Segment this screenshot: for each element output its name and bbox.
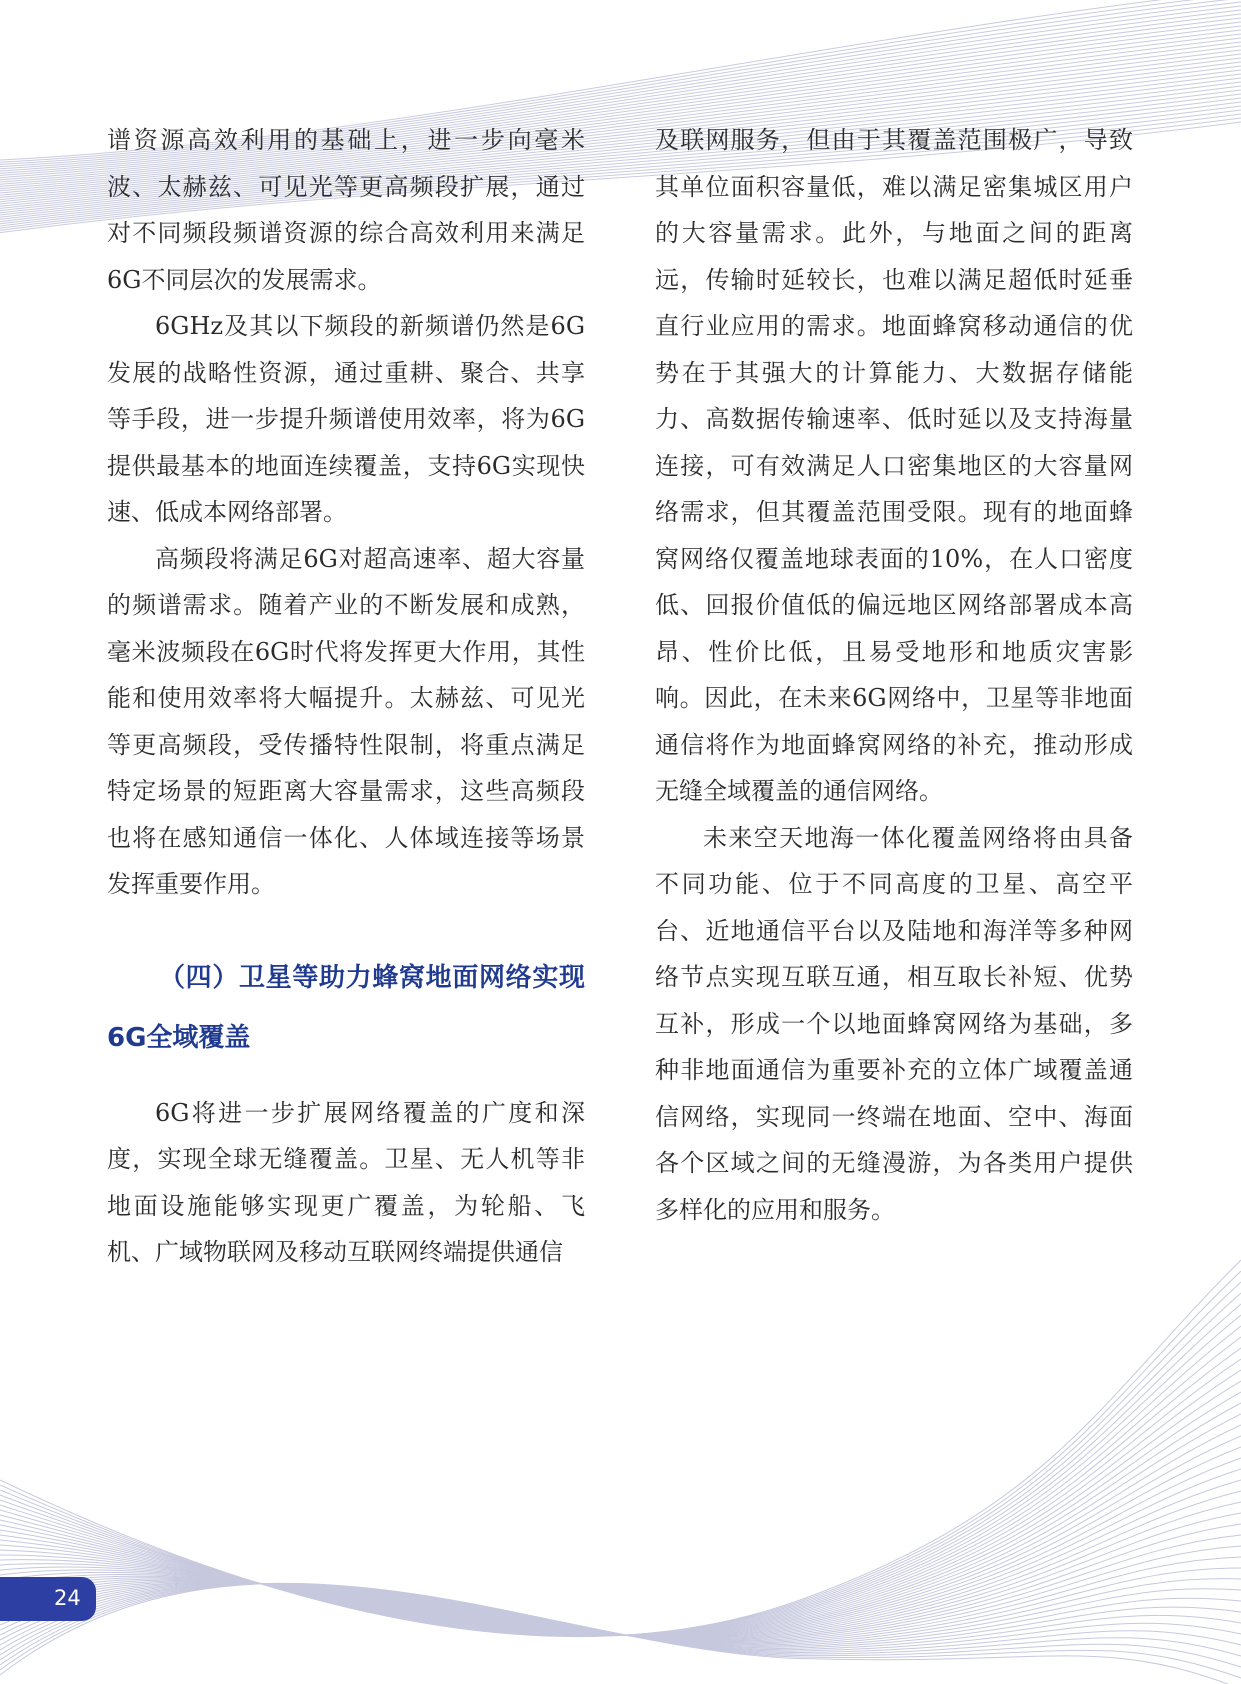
paragraph: 6GHz及其以下频段的新频谱仍然是6G发展的战略性资源，通过重耕、聚合、共享等手段，进一步提升频谱使用效率，将为6G提供最基本的地面连续覆盖，支持6G实现快速、低成本网络部署。 [107,312,585,526]
bottom-wave-line [0,1583,1241,1647]
paragraph: 6G将进一步扩展网络覆盖的广度和深度，实现全球无缝覆盖。卫星、无人机等非地面设施能够实现更广覆盖，为轮船、飞机、广域物联网及移动互联网终端提供通信 [107,1098,585,1266]
section-heading: （四）卫星等助力蜂窝地面网络实现6G全域覆盖 [107,962,585,1053]
bottom-wave-line [0,1414,1241,1636]
bottom-wave-line [0,1436,1241,1636]
page-number: 24 [54,1586,81,1610]
paragraph: 谱资源高效利用的基础上，进一步向毫米波、太赫兹、可见光等更高频段扩展，通过对不同频段频谱资源的综合高效利用来满足6G不同层次的发展需求。 [107,126,585,294]
page-number-badge [0,1577,96,1621]
paragraph: 及联网服务，但由于其覆盖范围极广，导致其单位面积容量低，难以满足密集城区用户的大容量需求。此外，与地面之间的距离远，传输时延较长，也难以满足超低时延垂直行业应用的需求。地面蜂窝移动通信的优势在于其强大的计算能力、大数据存储能力、高数据传输速率、低时延以及支持海量连接，可有效满足人口密集地区的大容量网络需求，但其覆盖范围受限。现有的地面蜂窝网络仅覆盖地球表面的10%，在人口密度低、回报价值低的偏远地区网络部署成本高昂、性价比低，且易受地形和地质灾害影响。因此，在未来6G网络中，卫星等非地面通信将作为地面蜂窝网络的补充，推动形成无缝全域覆盖的通信网络。 [655,126,1133,805]
bottom-wave-line [0,1403,1241,1635]
bottom-wave-line [0,1584,1241,1678]
bottom-wave-line [0,1469,1241,1637]
bottom-wave-line [0,1584,1241,1649]
bottom-wave-line [0,1370,1241,1635]
paragraph: 高频段将满足6G对超高速率、超大容量的频谱需求。随着产业的不断发展和成熟，毫米波频段在6G时代将发挥更大作用，其性能和使用效率将大幅提升。太赫兹、可见光等更高频段，受传播特性限制，将重点满足特定场景的短距离大容量需求，这些高频段也将在感知通信一体化、人体域连接等场景发挥重要作用。 [107,544,585,898]
right-column [655,117,1133,1233]
bottom-wave-line [0,1583,1241,1684]
paragraph: 未来空天地海一体化覆盖网络将由具备不同功能、位于不同高度的卫星、高空平台、近地通信平台以及陆地和海洋等多种网络节点实现互联互通，相互取长补短、优势互补，形成一个以地面蜂窝网络为基础，多种非地面通信为重要补充的立体广域覆盖通信网络，实现同一终端在地面、空中、海面各个区域之间的无缝漫游，为各类用户提供多样化的应用和服务。 [655,823,1133,1224]
left-column [107,117,585,1276]
bottom-wave-line [0,1584,1241,1660]
bottom-wave-line [0,1381,1241,1635]
